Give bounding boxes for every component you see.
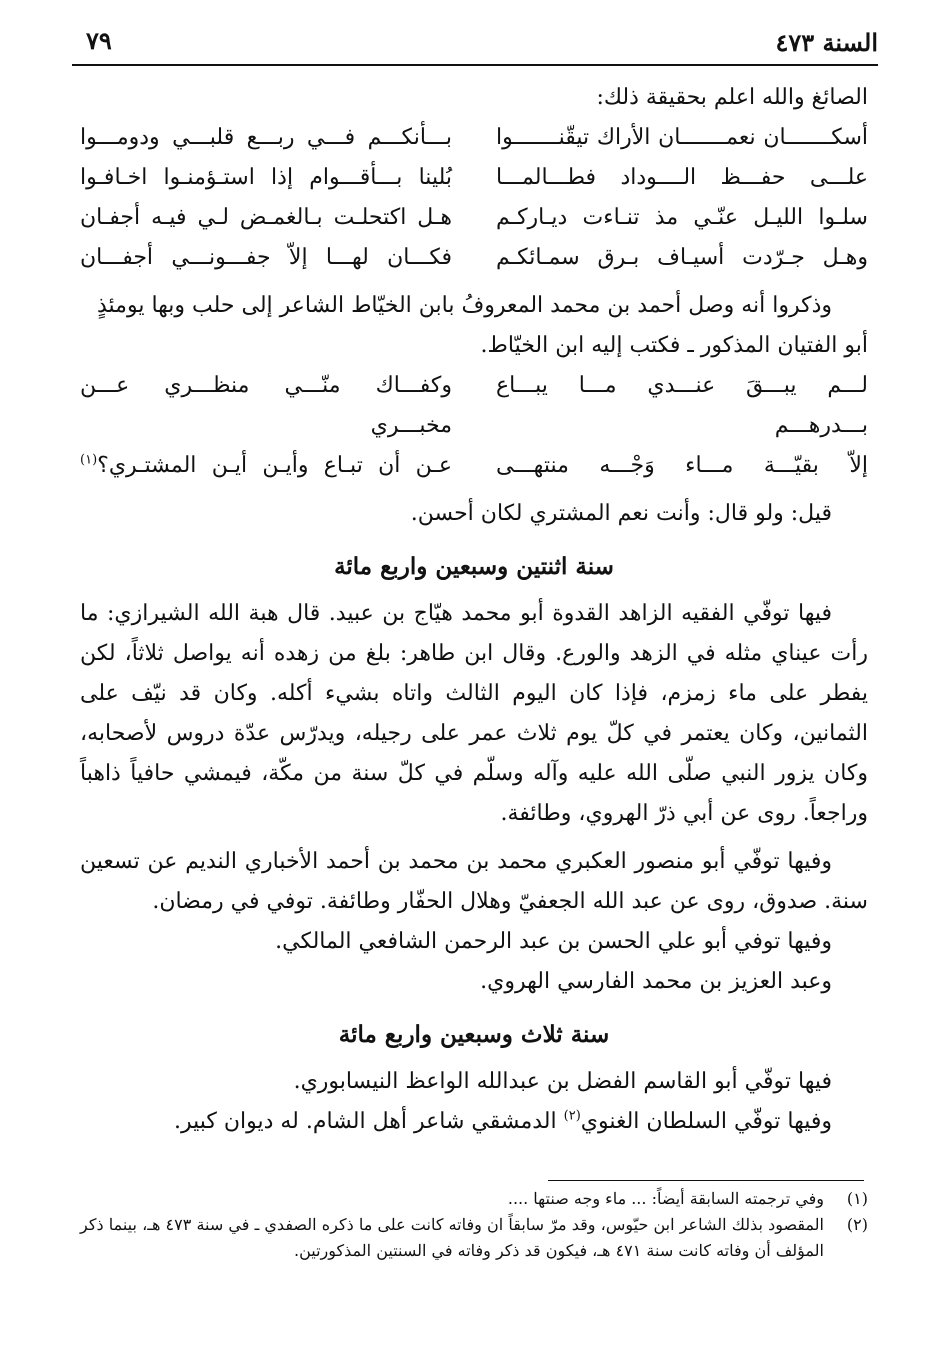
verse-first-hemistich: علـــى حفـــظ الــــوداد فطـــالمـــا — [496, 165, 868, 190]
paragraph-ghanawi — [80, 1102, 868, 1142]
verse-line — [80, 118, 868, 158]
section-heading-473: سنة ثلاث وسبعين واربع مائة — [338, 1021, 610, 1048]
intro-line: الصائغ والله اعلم بحقيقة ذلك: — [596, 85, 868, 110]
paragraph-fadl: فيها توفّي أبو القاسم الفضل بن عبدالله الواعظ النيسابوري. — [293, 1069, 832, 1094]
footnote-ref-2[interactable]: (٢) — [563, 1108, 581, 1124]
verse-first-hemistich: لـــم يبـــقَ عنـــدي مـــا يبـــاع بـــدرهـــم — [496, 373, 868, 438]
paragraph-ibn-khayyat-cont: أبو الفتيان المذكور ـ فكتب إليه ابن الخيّاط. — [480, 333, 868, 358]
verse-line — [80, 238, 868, 278]
verse-second-hemistich: فكـــان لهـــا إلاّ جفـــونـــي أجفـــان — [80, 245, 452, 270]
footnote-text: وفي ترجمته السابقة أيضاً: ... ماء وجه صنتها .... — [507, 1189, 824, 1208]
section-heading-472: سنة اثنتين وسبعين واربع مائة — [334, 553, 614, 580]
paragraph-hayyaj: فيها توفّي الفقيه الزاهد القدوة أبو محمد هيّاج بن عبيد. قال هبة الله الشيرازي: ما رأت عيناي مثله في الزهد والورع. وقال ابن طاهر: بلغ من زهده أنه يواصل ثلاثاً، لكن يفطر على ماء زمزم، فإذا كان اليوم الثالث واتاه بشيء أكله. وكان قد نيّف على الثمانين، وكان يعتمر في كلّ يوم ثلاث عمر على رجيله، ويدرّس عدّة دروس لأصحابه، وكان يزور النبي صلّى الله عليه وآله وسلّم في كلّ سنة من مكّة، فيمشي حافياً ذاهباً وراجعاً. روى عن أبي ذرّ الهروي، وطائفة. — [80, 601, 868, 826]
verse-second-hemistich: وكفـــاك منّـــي منظـــري عـــن مخبـــري — [80, 373, 452, 438]
running-header — [72, 22, 878, 66]
page-body — [80, 78, 868, 1142]
footnote-item — [80, 1212, 868, 1264]
verse-line — [80, 446, 868, 486]
footnote-marker: (٢) — [846, 1215, 868, 1234]
verse-first-hemistich: وهـل جـرّدت أسيـاف بـرق سمـائكـم — [496, 245, 868, 270]
footnote-marker: (١) — [846, 1189, 868, 1208]
remark-line: قيل: ولو قال: وأنت نعم المشتري لكان أحسن. — [410, 501, 832, 526]
verse-second-hemistich: بـــأنكـــم فـــي ربـــع قلبـــي ودومـــوا — [80, 125, 452, 150]
page-number: ٧٩ — [86, 26, 112, 55]
verse-line — [80, 198, 868, 238]
footnote-ref-1[interactable]: (١) — [80, 452, 98, 468]
footnote-text: المقصود بذلك الشاعر ابن حيّوس، وقد مرّ سابقاً ان وفاته كانت على ما ذكره الصفدي ـ في سنة ٤٧٣ هـ، بينما ذكر المؤلف أن وفاته كانت سنة ٤٧١ هـ، فيكون قد ذكر وفاته في السنتين المذكورتين. — [80, 1215, 824, 1260]
footnotes — [80, 1186, 868, 1264]
poem-1 — [80, 118, 868, 278]
poem-2 — [80, 366, 868, 486]
verse-text: عـن أن تبـاع وأيـن أيـن المشتـري؟ — [97, 453, 452, 478]
footnote-divider — [548, 1180, 864, 1181]
paragraph-text: الدمشقي شاعر أهل الشام. له ديوان كبير. — [173, 1109, 564, 1134]
paragraph-text: وفيها توفّي السلطان الغنوي — [580, 1109, 832, 1134]
paragraph-abdulaziz: وعبد العزيز بن محمد الفارسي الهروي. — [480, 969, 832, 994]
paragraph-hasan: وفيها توفي أبو علي الحسن بن عبد الرحمن الشافعي المالكي. — [275, 929, 832, 954]
verse-first-hemistich: أسكـــــــان نعمـــــــان الأراك تيقّنـــــــوا — [496, 125, 868, 150]
verse-first-hemistich: إلاّ بقيّـــة مـــاء وَجْـــه منتهـــى — [496, 453, 868, 478]
verse-second-hemistich: بُلينا بـــأقـــوام إذا استـؤمنـوا اخـافـوا — [80, 165, 452, 190]
paragraph-ibn-khayyat: وذكروا أنه وصل أحمد بن محمد المعروفُ بابن الخيّاط الشاعر إلى حلب وبها يومئذٍ — [97, 293, 832, 318]
verse-first-hemistich: سلـوا الليـل عنّـي مذ تنـاءت ديـاركـم — [496, 205, 868, 230]
verse-line — [80, 158, 868, 198]
verse-line — [80, 366, 868, 446]
running-title: السنة ٤٧٣ — [775, 28, 878, 57]
footnote-item — [80, 1186, 868, 1212]
verse-second-hemistich: هـل اكتحلـت بـالغمـض لـي فيـه أجفـان — [80, 205, 452, 230]
paragraph-ukbari: وفيها توفّي أبو منصور العكبري محمد بن محمد بن أحمد الأخباري النديم عن تسعين سنة. صدوق، روى عن عبد الله الجعفيّ وهلال الحفّار وطائفة. توفي في رمضان. — [80, 849, 868, 914]
verse-second-hemistich — [80, 446, 452, 486]
